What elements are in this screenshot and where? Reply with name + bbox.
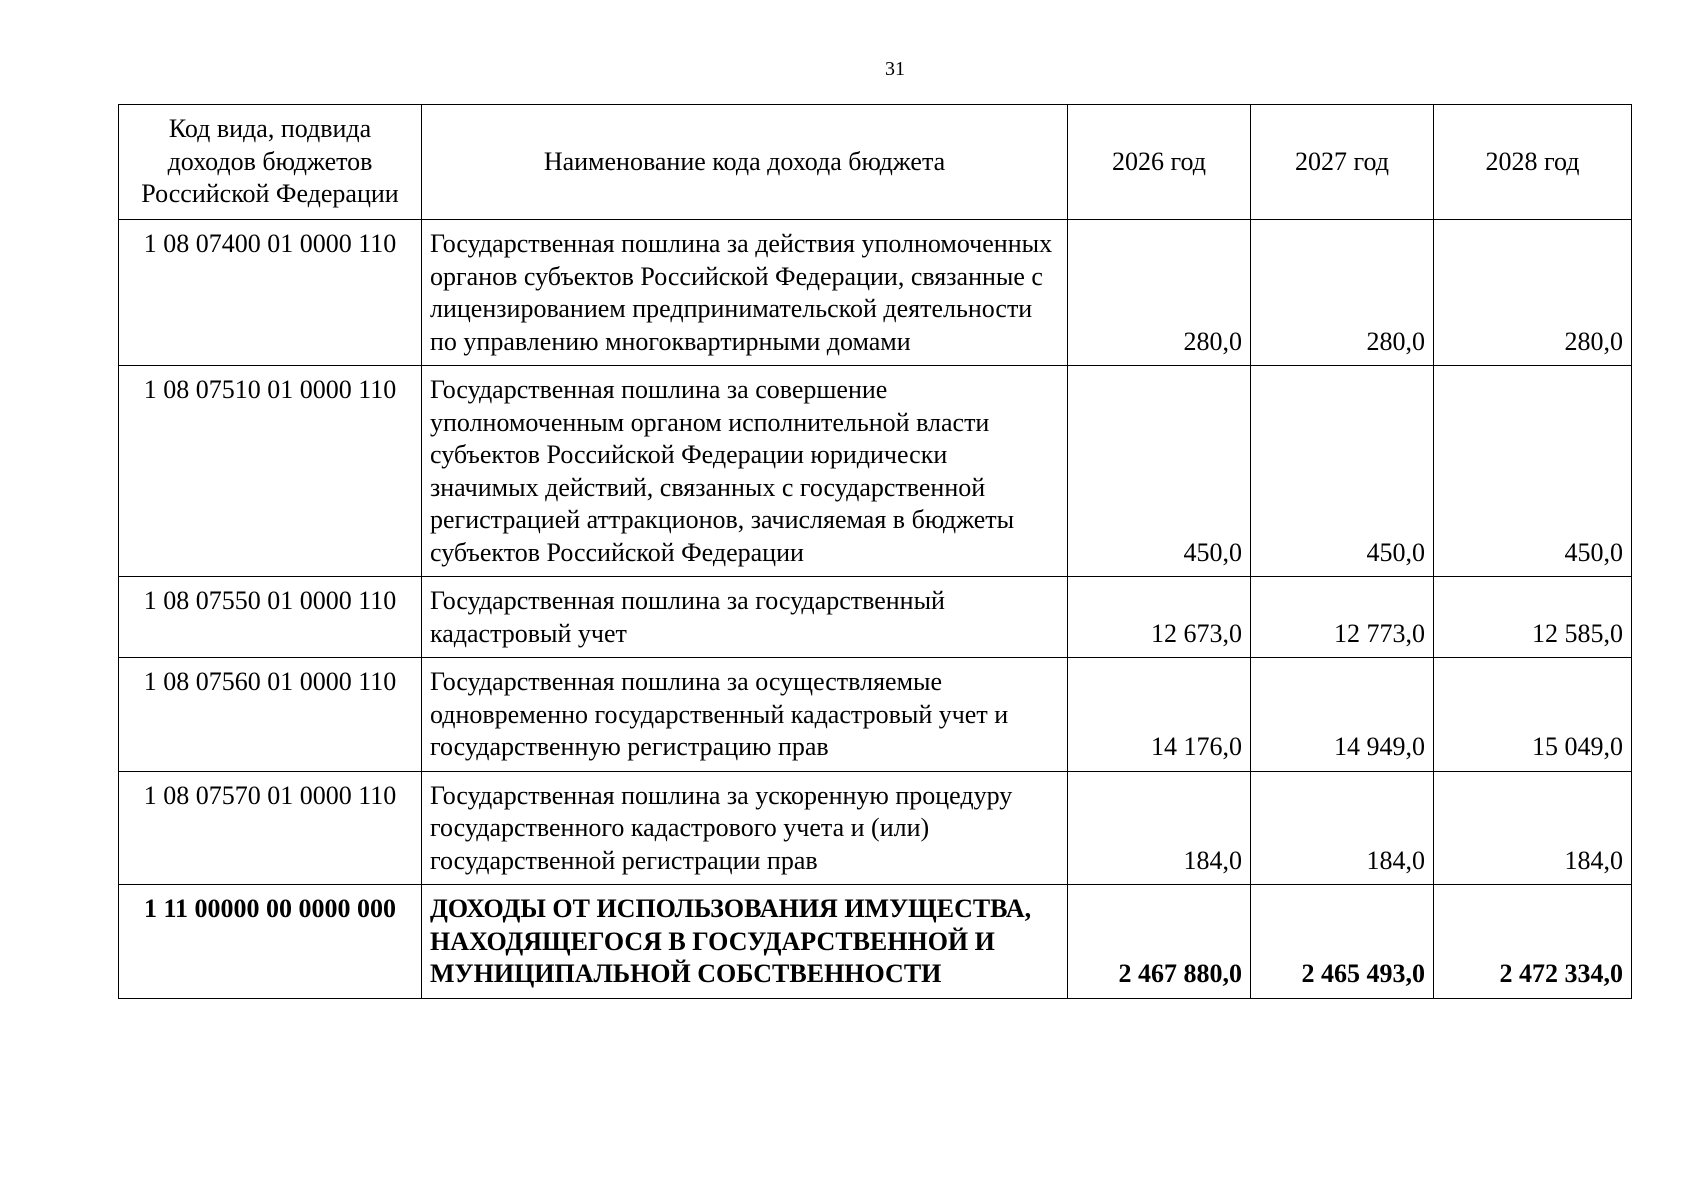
cell-2027: 2 465 493,0 [1251, 885, 1434, 999]
cell-2026: 450,0 [1068, 366, 1251, 577]
page-number: 31 [885, 58, 905, 80]
cell-2026: 14 176,0 [1068, 658, 1251, 772]
cell-code: 1 11 00000 00 0000 000 [119, 885, 422, 999]
table-header-row [119, 105, 1632, 220]
table-row [119, 771, 1632, 885]
cell-name: ДОХОДЫ ОТ ИСПОЛЬЗОВАНИЯ ИМУЩЕСТВА, НАХОДЯЩЕГОСЯ В ГОСУДАРСТВЕННОЙ И МУНИЦИПАЛЬНОЙ СОБСТВЕННОСТИ [422, 885, 1068, 999]
header-2027: 2027 год [1251, 105, 1434, 220]
header-2026: 2026 год [1068, 105, 1251, 220]
cell-2028: 280,0 [1434, 220, 1632, 366]
cell-name: Государственная пошлина за государственный кадастровый учет [422, 577, 1068, 658]
cell-2027: 184,0 [1251, 771, 1434, 885]
header-name: Наименование кода дохода бюджета [422, 105, 1068, 220]
cell-2028: 12 585,0 [1434, 577, 1632, 658]
table-row [119, 658, 1632, 772]
table-row-section-total [119, 885, 1632, 999]
table-row [119, 577, 1632, 658]
cell-2028: 450,0 [1434, 366, 1632, 577]
cell-2026: 12 673,0 [1068, 577, 1251, 658]
cell-name: Государственная пошлина за совершение уполномоченным органом исполнительной власти субъектов Российской Федерации юридически значимых действий, связанных с государственной регистрацией аттракционов, зачисляемая в бюджеты субъектов Российской Федерации [422, 366, 1068, 577]
cell-2028: 15 049,0 [1434, 658, 1632, 772]
cell-2028: 2 472 334,0 [1434, 885, 1632, 999]
cell-2027: 12 773,0 [1251, 577, 1434, 658]
cell-name: Государственная пошлина за осуществляемые одновременно государственный кадастровый учет и государственную регистрацию прав [422, 658, 1068, 772]
cell-2026: 184,0 [1068, 771, 1251, 885]
header-2028: 2028 год [1434, 105, 1632, 220]
table-row [119, 366, 1632, 577]
cell-2027: 280,0 [1251, 220, 1434, 366]
cell-2027: 450,0 [1251, 366, 1434, 577]
revenue-table [118, 104, 1632, 999]
cell-name: Государственная пошлина за действия уполномоченных органов субъектов Российской Федерации, связанные с лицензированием предпринимательской деятельности по управлению многоквартирными домами [422, 220, 1068, 366]
cell-code: 1 08 07570 01 0000 110 [119, 771, 422, 885]
cell-code: 1 08 07400 01 0000 110 [119, 220, 422, 366]
cell-name: Государственная пошлина за ускоренную процедуру государственного кадастрового учета и (или) государственной регистрации прав [422, 771, 1068, 885]
cell-code: 1 08 07550 01 0000 110 [119, 577, 422, 658]
header-code: Код вида, подвида доходов бюджетов Российской Федерации [119, 105, 422, 220]
cell-2028: 184,0 [1434, 771, 1632, 885]
cell-code: 1 08 07560 01 0000 110 [119, 658, 422, 772]
table-row [119, 220, 1632, 366]
cell-2027: 14 949,0 [1251, 658, 1434, 772]
cell-2026: 2 467 880,0 [1068, 885, 1251, 999]
cell-code: 1 08 07510 01 0000 110 [119, 366, 422, 577]
cell-2026: 280,0 [1068, 220, 1251, 366]
